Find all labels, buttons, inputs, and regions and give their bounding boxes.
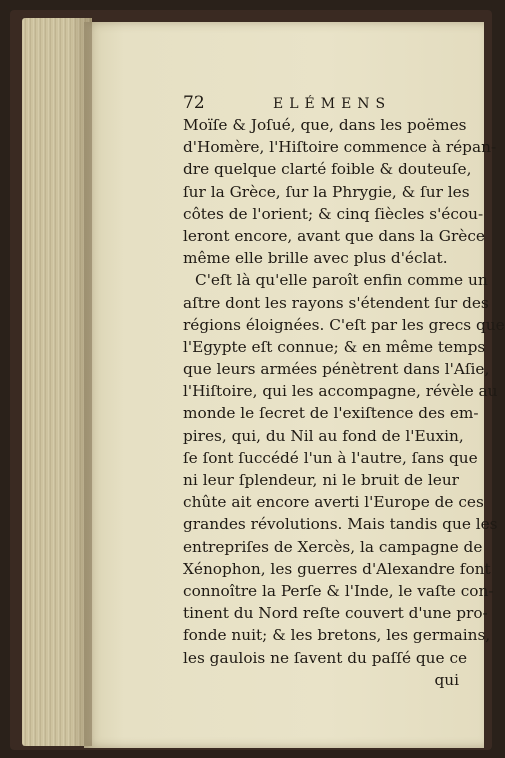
text-line: d'Homère, l'Hiſtoire commence à répan-	[183, 138, 497, 157]
text-line: même elle brille avec plus d'éclat.	[183, 249, 448, 268]
page-number: 72	[183, 93, 205, 113]
text-line: ni leur ſplendeur, ni le bruit de leur	[183, 471, 459, 489]
text-line: connoître la Perſe & l'Inde, le vaſte con-	[183, 581, 494, 600]
text-line: Xénophon, les guerres d'Alexandre font	[183, 559, 491, 578]
text-line: monde le ſecret de l'exiſtence des em-	[183, 404, 479, 423]
text-line: grandes révolutions. Mais tandis que les	[183, 515, 498, 534]
text-line: chûte ait encore averti l'Europe de ces	[183, 493, 484, 512]
text-line: que leurs armées pénètrent dans l'Aſie,	[183, 360, 490, 379]
text-line: l'Hiſtoire, qui les accompagne, révèle au	[183, 382, 498, 401]
text-line: leront encore, avant que dans la Grèce	[183, 226, 485, 245]
text-line: tinent du Nord reſte couvert d'une pro-	[183, 604, 488, 623]
text-line: les gaulois ne ſavent du paſſé que ce	[183, 648, 468, 667]
text-line: entrepriſes de Xercès, la campagne de	[183, 537, 483, 556]
page-gutter	[70, 18, 92, 746]
text-line: C'eſt là qu'elle paroît enfin comme un	[195, 271, 488, 290]
text-line: ſur la Grèce, ſur la Phrygie, & ſur les	[183, 182, 470, 201]
text-line: dre quelque clarté foible & douteuſe,	[183, 160, 472, 179]
text-line: l'Egypte eſt connue; & en même temps	[183, 337, 486, 356]
page-header	[183, 92, 459, 114]
text-line: pires, qui, du Nil au fond de l'Euxin,	[183, 426, 464, 445]
text-line: régions éloignées. C'eſt par les grecs que	[183, 315, 505, 334]
text-line: ſe ſont ſuccédé l'un à l'autre, ſans que	[183, 448, 478, 467]
text-line: Moïſe & Joſué, que, dans les poëmes	[183, 116, 467, 134]
text-line: aſtre dont les rayons s'étendent ſur des	[183, 293, 489, 312]
page-text-block	[183, 92, 505, 691]
running-title: ELÉMENS	[273, 96, 392, 112]
text-line: côtes de l'orient; & cinq ſiècles s'écou-	[183, 204, 484, 223]
text-line: fonde nuit; & les bretons, les germains,	[183, 626, 491, 645]
catchword: qui	[434, 670, 459, 689]
